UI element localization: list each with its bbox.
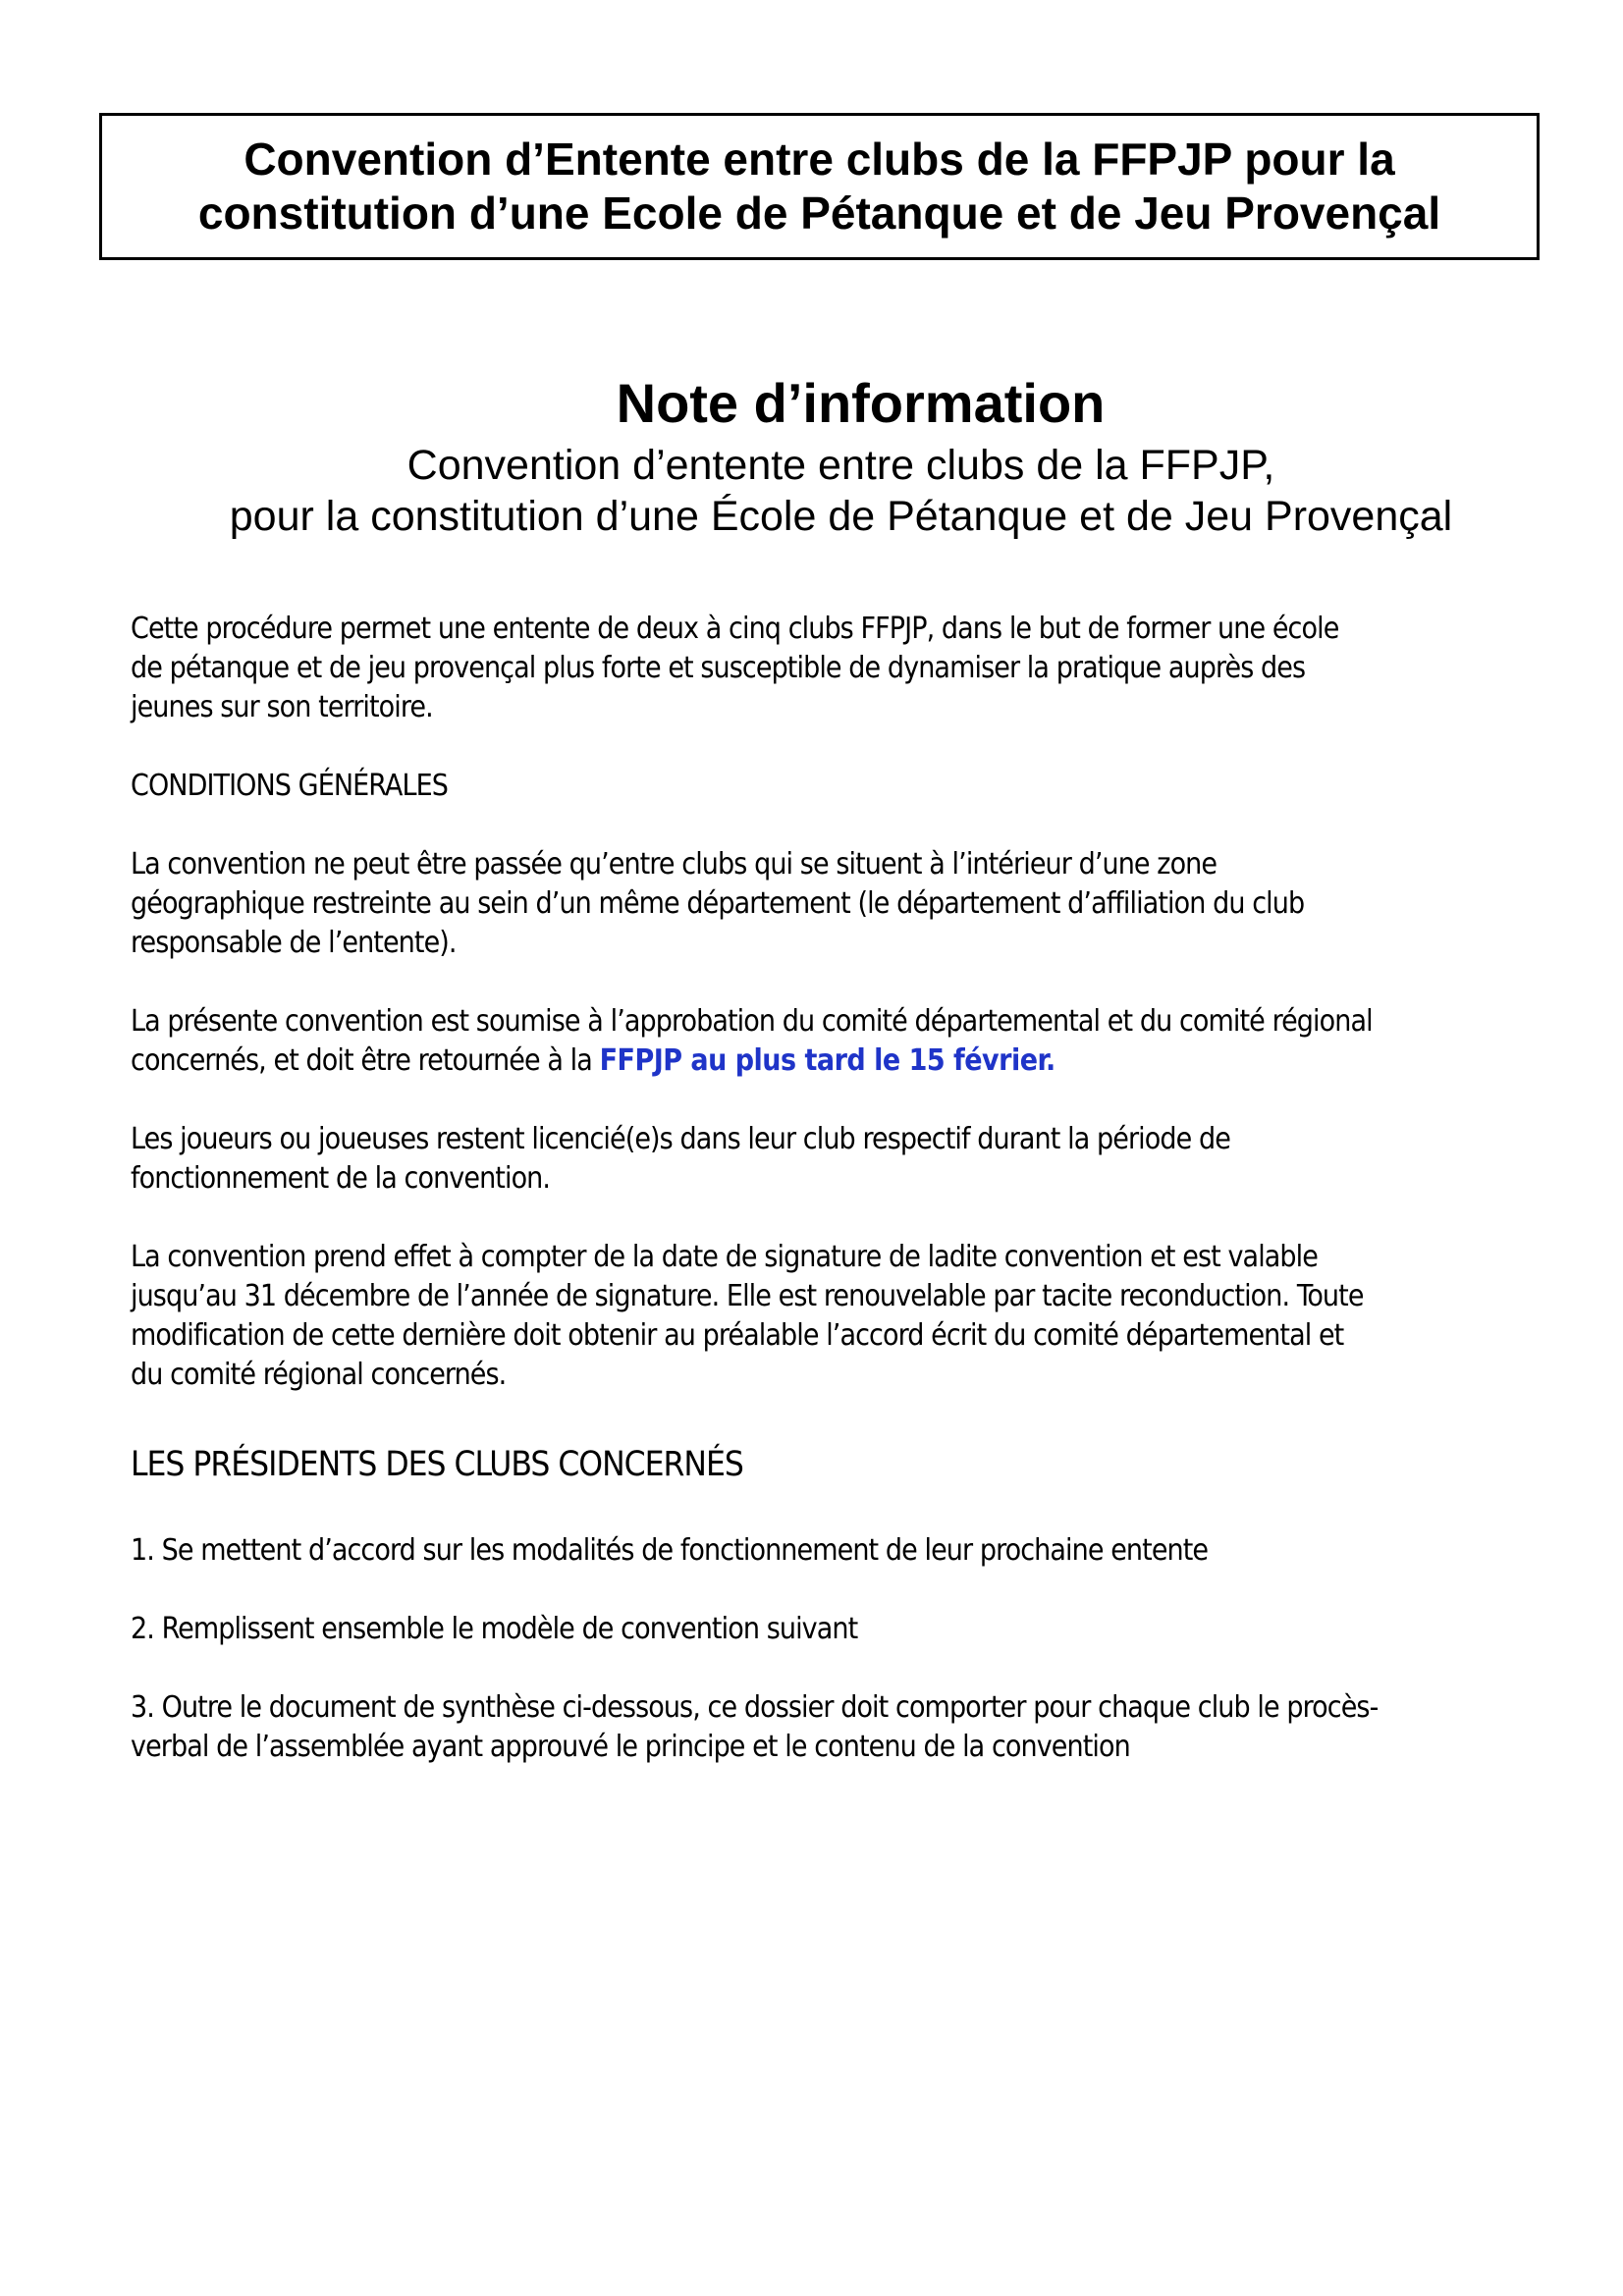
presidents-item-1-text: 1. Se mettent d’accord sur les modalités de fonctionnement de leur prochaine entente <box>131 1533 1209 1568</box>
presidents-item-3-line-1: 3. Outre le document de synthèse ci-dessous, ce dossier doit comporter pour chaque club le procès- <box>131 1690 1379 1725</box>
conditions-p4-line-1: La convention prend effet à compter de la date de signature de ladite convention et est valable <box>131 1240 1318 1274</box>
document-title-line-2: constitution d’une Ecole de Pétanque et de Jeu Provençal <box>197 187 1441 239</box>
presidents-heading <box>131 1445 1564 1484</box>
conditions-paragraph-3 <box>131 1120 1564 1199</box>
note-title: Note d’information <box>616 372 1106 434</box>
conditions-paragraph-1 <box>131 845 1564 963</box>
conditions-p3-line-1: Les joueurs ou joueuses restent licencié(e)s dans leur club respectif durant la période de <box>131 1122 1230 1156</box>
presidents-item-2-text: 2. Remplissent ensemble le modèle de convention suivant <box>131 1612 858 1646</box>
intro-paragraph <box>131 610 1564 727</box>
intro-line-1: Cette procédure permet une entente de deux à cinq clubs FFPJP, dans le but de former une école <box>131 612 1339 646</box>
conditions-p1-line-2: géographique restreinte au sein d’un même département (le département d’affiliation du club <box>131 886 1305 921</box>
document-title-box <box>99 113 1540 260</box>
conditions-p4-line-4: du comité régional concernés. <box>131 1358 507 1392</box>
conditions-p2-line-1: La présente convention est soumise à l’approbation du comité départemental et du comité régional <box>131 1004 1373 1039</box>
conditions-p2-line-2 <box>131 1041 1564 1081</box>
presidents-item-2 <box>131 1610 1564 1649</box>
conditions-p4-line-2: jusqu’au 31 décembre de l’année de signature. Elle est renouvelable par tacite reconduction. Toute <box>131 1279 1364 1313</box>
intro-line-3: jeunes sur son territoire. <box>131 690 433 724</box>
note-subtitle-line-2: pour la constitution d’une École de Pétanque et de Jeu Provençal <box>229 493 1453 540</box>
presidents-item-1 <box>131 1531 1564 1571</box>
deadline-highlight: FFPJP au plus tard le 15 février. <box>599 1043 1055 1078</box>
conditions-paragraph-4 <box>131 1238 1564 1395</box>
note-subtitle-line-1: Convention d’entente entre clubs de la FFPJP, <box>406 442 1275 489</box>
note-subtitle <box>29 440 1623 542</box>
conditions-heading-text: CONDITIONS GÉNÉRALES <box>131 769 449 803</box>
document-title-line-1: Convention d’Entente entre clubs de la FFPJP pour la <box>243 133 1395 185</box>
conditions-p1-line-3: responsable de l’entente). <box>131 926 457 960</box>
intro-line-2: de pétanque et de jeu provençal plus forte et susceptible de dynamiser la pratique auprès des <box>131 651 1306 685</box>
conditions-p4-line-3: modification de cette dernière doit obtenir au préalable l’accord écrit du comité départemental et <box>131 1318 1344 1353</box>
presidents-heading-text: LES PRÉSIDENTS DES CLUBS CONCERNÉS <box>131 1445 743 1484</box>
conditions-p3-line-2: fonctionnement de la convention. <box>131 1161 551 1196</box>
presidents-item-3-line-2: verbal de l’assemblée ayant approuvé le principe et le contenu de la convention <box>131 1730 1130 1764</box>
conditions-heading <box>131 767 1564 806</box>
conditions-paragraph-2 <box>131 1002 1564 1081</box>
presidents-item-3 <box>131 1688 1564 1767</box>
conditions-p1-line-1: La convention ne peut être passée qu’entre clubs qui se situent à l’intérieur d’une zone <box>131 847 1217 881</box>
conditions-p2-line-2-start: concernés, et doit être retournée à la <box>131 1043 600 1078</box>
